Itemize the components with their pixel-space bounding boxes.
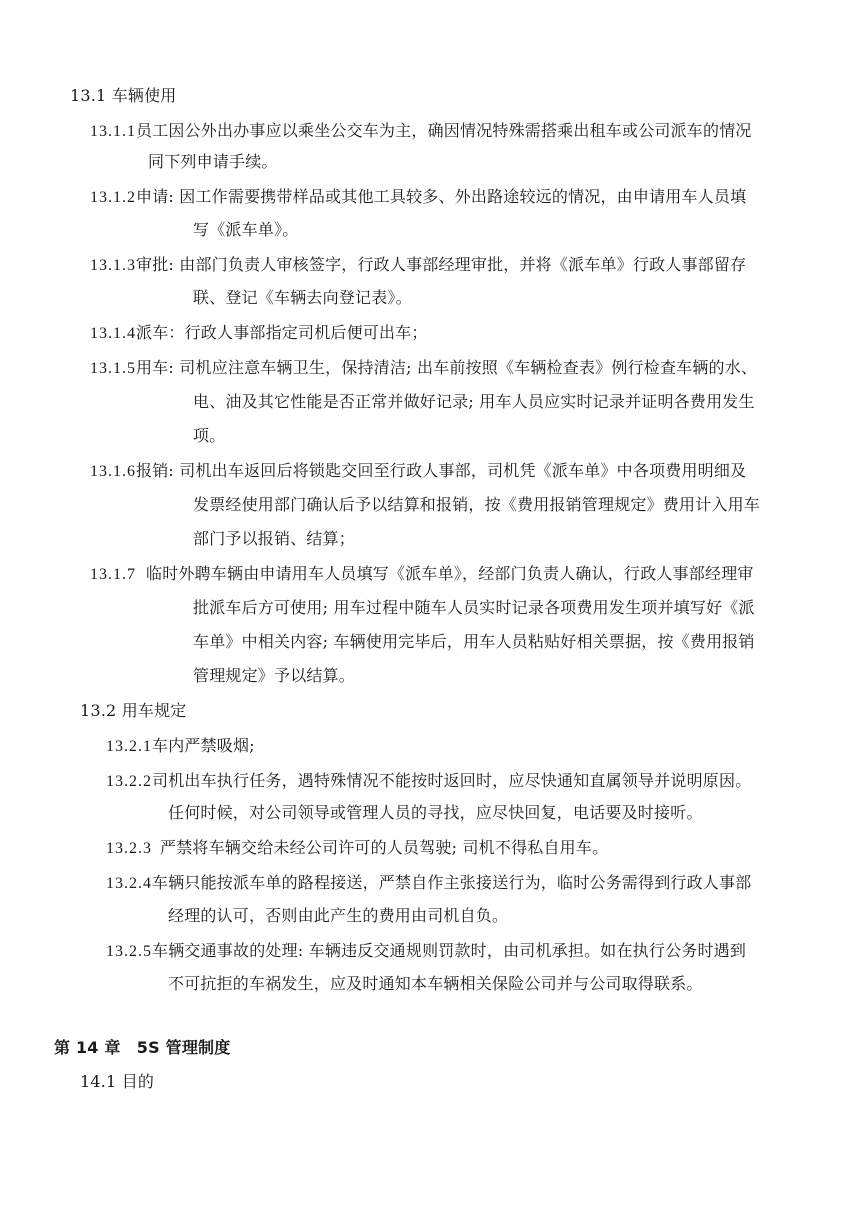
clause-13-1-2-cont: 写《派车单》。 (193, 220, 299, 239)
clause-13-1-7-cont-2: 车单》中相关内容; 车辆使用完毕后，用车人员粘贴好相关票据，按《费用报销 (193, 632, 755, 651)
clause-text: 用车: 司机应注意车辆卫生，保持清洁; 出车前按照《车辆检查表》例行检查车辆的水、 (136, 358, 758, 377)
clause-13-2-2-cont: 任何时候，对公司领导或管理人员的寻找，应尽快回复，电话要及时接听。 (168, 803, 703, 822)
clause-text: 派车：行政人事部指定司机后便可出车； (136, 323, 428, 342)
clause-number: 13.1.4 (90, 325, 136, 342)
clause-number: 13.2.2 (106, 773, 152, 790)
clause-text: 报销: 司机出车返回后将锁匙交回至行政人事部，司机凭《派车单》中各项费用明细及 (136, 461, 747, 480)
clause-13-2-1 (106, 736, 255, 757)
clause-13-1-5 (90, 358, 757, 379)
clause-13-2-5-cont: 不可抗拒的车祸发生，应及时通知本车辆相关保险公司并与公司取得联系。 (168, 974, 703, 993)
clause-text: 严禁将车辆交给未经公司许可的人员驾驶; 司机不得私自用车。 (160, 838, 609, 857)
clause-13-1-6-cont-2: 部门予以报销、结算； (193, 529, 356, 548)
clause-13-2-4-cont: 经理的认可，否则由此产生的费用由司机自负。 (168, 906, 509, 925)
clause-13-2-4 (106, 873, 751, 894)
section-heading-13-2: 13.2 用车规定 (80, 701, 187, 720)
clause-number: 13.1.2 (90, 189, 136, 206)
clause-13-1-2 (90, 187, 746, 208)
clause-text: 车内严禁吸烟; (152, 736, 255, 755)
clause-13-1-6 (90, 461, 746, 482)
clause-13-1-7-cont-1: 批派车后方可使用; 用车过程中随车人员实时记录各项费用发生项并填写好《派 (193, 598, 755, 617)
clause-text: 临时外聘车辆由申请用车人员填写《派车单》，经部门负责人确认，行政人事部经理审 (146, 564, 754, 583)
clause-number: 13.1.3 (90, 257, 136, 274)
clause-13-1-7-cont-3: 管理规定》予以结算。 (193, 666, 356, 685)
section-heading-14-1: 14.1 目的 (80, 1072, 155, 1091)
clause-13-1-7 (90, 564, 754, 585)
clause-number: 13.2.3 (106, 840, 152, 857)
clause-13-1-1-cont: 同下列申请手续。 (148, 152, 278, 171)
clause-number: 13.2.5 (106, 943, 152, 960)
clause-13-1-6-cont-1: 发票经使用部门确认后予以结算和报销，按《费用报销管理规定》费用计入用车 (193, 495, 761, 514)
clause-text: 审批: 由部门负责人审核签字，行政人事部经理审批，并将《派车单》行政人事部留存 (136, 255, 747, 274)
clause-13-1-3 (90, 255, 746, 276)
clause-text: 车辆只能按派车单的路程接送，严禁自作主张接送行为，临时公务需得到行政人事部 (152, 873, 752, 892)
clause-13-1-5-cont-1: 电、油及其它性能是否正常并做好记录; 用车人员应实时记录并证明各费用发生 (193, 392, 755, 411)
clause-text: 司机出车执行任务，遇特殊情况不能按时返回时，应尽快通知直属领导并说明原因。 (152, 771, 752, 790)
clause-number: 13.2.1 (106, 738, 152, 755)
clause-13-1-4 (90, 323, 428, 344)
clause-13-2-5 (106, 941, 746, 962)
chapter-title: 第 14 章 5S 管理制度 (54, 1038, 231, 1057)
clause-number: 13.1.5 (90, 360, 136, 377)
clause-13-1-5-cont-2: 项。 (193, 426, 226, 445)
clause-number: 13.1.1 (90, 123, 136, 140)
clause-number: 13.1.6 (90, 463, 136, 480)
clause-13-1-3-cont: 联、登记《车辆去向登记表》。 (193, 288, 412, 307)
clause-text: 员工因公外出办事应以乘坐公交车为主，确因情况特殊需搭乘出租车或公司派车的情况 (136, 121, 752, 140)
clause-13-1-1 (90, 121, 752, 142)
clause-text: 申请: 因工作需要携带样品或其他工具较多、外出路途较远的情况，由申请用车人员填 (136, 187, 747, 206)
section-heading-13-1: 13.1 车辆使用 (70, 86, 177, 105)
clause-13-2-3 (106, 838, 608, 859)
clause-text: 车辆交通事故的处理: 车辆违反交通规则罚款时，由司机承担。如在执行公务时遇到 (152, 941, 747, 960)
clause-number: 13.2.4 (106, 875, 152, 892)
clause-number: 13.1.7 (90, 566, 136, 583)
clause-13-2-2 (106, 771, 751, 792)
